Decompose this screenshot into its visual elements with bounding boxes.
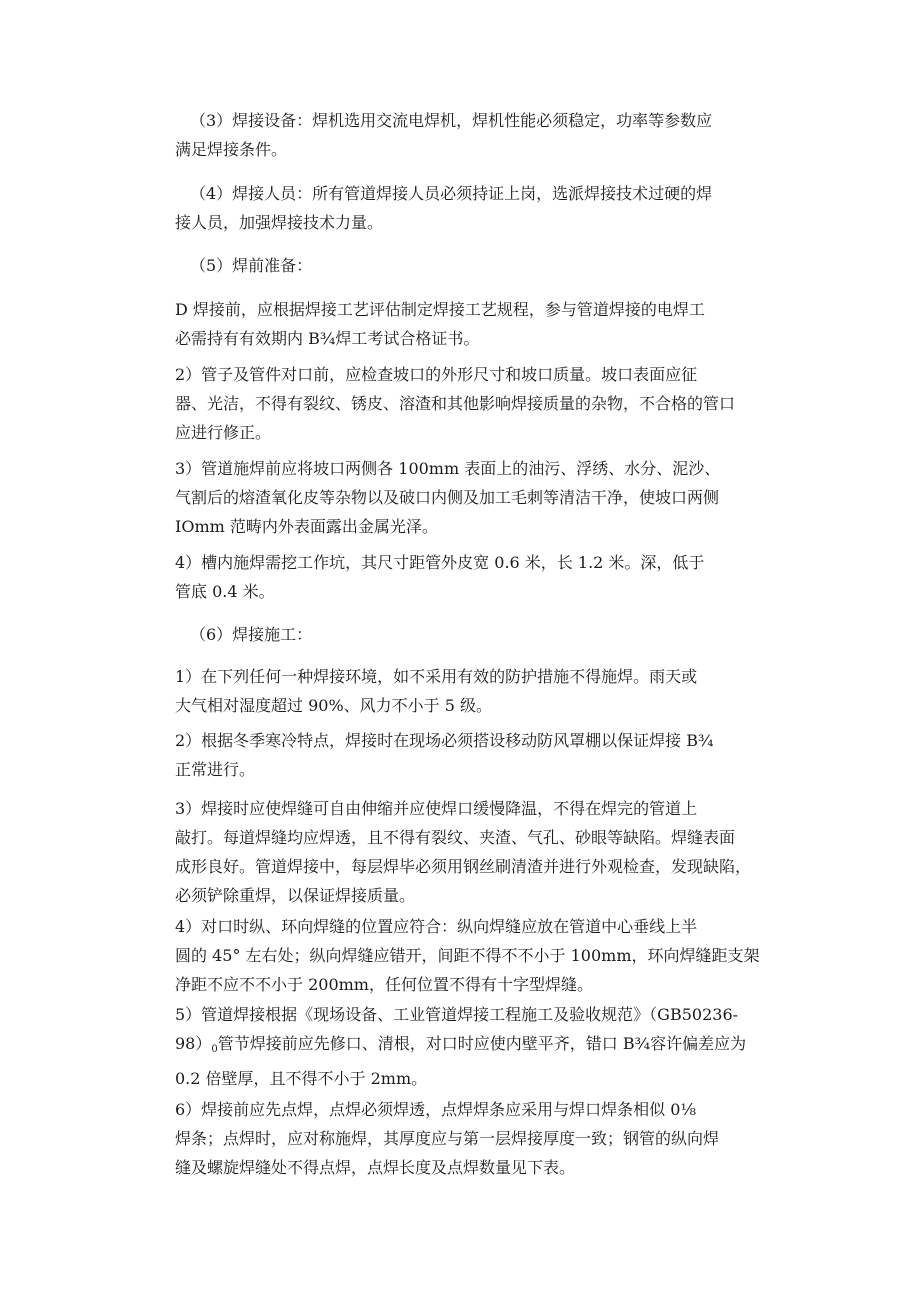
text-line: 2）管子及管件对口前，应检查坡口的外形尺寸和坡口质量。坡口表面应征 [175, 365, 698, 384]
text-line: 正常进行。 [175, 760, 256, 779]
text-line: 敲打。每道焊缝均应焊透，且不得有裂纹、夹渣、气孔、砂眼等缺陷。焊缝表面 [175, 828, 736, 847]
text-line: 1）在下列任何一种焊接环境，如不采用有效的防护措施不得施焊。雨天或 [175, 667, 698, 686]
paragraph-item-2-construction [175, 726, 787, 784]
paragraph-pre-welding-heading [190, 251, 802, 280]
text-line: 必须铲除重焊，以保证焊接质量。 [175, 886, 416, 905]
text-line: 必需持有有效期内 B¾焊工考试合格证书。 [175, 329, 480, 348]
text-line: 3）焊接时应使焊缝可自由伸缩并应使焊口缓慢降温，不得在焊完的管道上 [175, 799, 698, 818]
text-line: 4）对口时纵、环向焊缝的位置应符合：纵向焊缝应放在管道中心垂线上半 [175, 917, 698, 936]
text-line: 成形良好。管道焊接中，每层焊毕必须用钢丝刷清渣并进行外观检查，发现缺陷， [175, 857, 752, 876]
text-line: 4）槽内施焊需挖工作坑，其尺寸距管外皮宽 0.6 米，长 1.2 米。深，低于 [175, 553, 705, 572]
paragraph-welding-personnel [175, 179, 802, 237]
text-line: （4）焊接人员：所有管道焊接人员必须持证上岗，选派焊接技术过硬的焊 [190, 184, 713, 203]
paragraph-item-4-preparation [175, 548, 787, 606]
paragraph-welding-construction-heading [190, 620, 802, 649]
text-line: 焊条；点焊时，应对称施焊，其厚度应与第一层焊接厚度一致；钢管的纵向焊 [175, 1129, 720, 1148]
paragraph-item-2-preparation [175, 360, 787, 447]
text-line: 缝及螺旋焊缝处不得点焊，点焊长度及点焊数量见下表。 [175, 1158, 576, 1177]
paragraph-item-1-preparation [175, 295, 787, 353]
text-line: 管底 0.4 米。 [175, 582, 275, 601]
text-line: 满足焊接条件。 [175, 140, 288, 159]
text-line: 5）管道焊接根据《现场设备、工业管道焊接工程施工及验收规范》（GB50236- [175, 1005, 739, 1024]
text-line: 2）根据冬季寒冷特点，焊接时在现场必须搭设移动防风罩棚以保证焊接 B¾ [175, 731, 714, 750]
paragraph-welding-equipment [175, 106, 802, 164]
text-line: 6）焊接前应先点焊，点焊必须焊透，点焊焊条应采用与焊口焊条相似 0⅛ [175, 1100, 696, 1119]
text-line [175, 1029, 787, 1064]
paragraph-item-4-construction [175, 912, 787, 999]
paragraph-item-1-construction [175, 662, 787, 720]
text-line: IOmm 范畴内外表面露出金属光泽。 [175, 517, 438, 536]
paragraph-item-3-preparation [175, 454, 787, 541]
paragraph-item-5-construction [175, 1000, 787, 1093]
text-line: （6）焊接施工： [190, 625, 313, 644]
text-line: 器、光洁，不得有裂纹、锈皮、溶渣和其他影响焊接质量的杂物，不合格的管口 [175, 394, 736, 413]
text-fragment: 98） [175, 1034, 212, 1053]
text-fragment: 管节焊接前应先修口、清根，对口时应使内壁平齐，错口 B¾容许偏差应为 [217, 1034, 747, 1053]
text-line: 0.2 倍壁厚，且不得不小于 2mm。 [175, 1069, 428, 1088]
text-line: 3）管道施焊前应将坡口两侧各 100mm 表面上的油污、浮绣、水分、泥沙、 [175, 459, 721, 478]
text-line: （3）焊接设备：焊机选用交流电焊机，焊机性能必须稳定，功率等参数应 [190, 111, 713, 130]
text-line: （5）焊前准备： [190, 256, 313, 275]
text-line: 接人员，加强焊接技术力量。 [175, 213, 384, 232]
text-line: 净距不应不不小于 200mm，任何位置不得有十字型焊缝。 [175, 975, 593, 994]
text-line: D 焊接前，应根据焊接工艺评估制定焊接工艺规程，参与管道焊接的电焊工 [175, 300, 705, 319]
text-line: 气割后的熔渣氧化皮等杂物以及破口内侧及加工毛刺等清洁干净，使坡口两侧 [175, 488, 720, 507]
subscript-mark: 0 [211, 1044, 218, 1055]
text-line: 圆的 45° 左右处；纵向焊缝应错开，间距不得不不小于 100mm，环向焊缝距支架 [175, 946, 760, 965]
paragraph-item-6-construction [175, 1095, 787, 1182]
paragraph-item-3-construction [175, 794, 787, 910]
text-line: 大气相对湿度超过 90%、风力不小于 5 级。 [175, 696, 493, 715]
text-line: 应进行修正。 [175, 423, 272, 442]
